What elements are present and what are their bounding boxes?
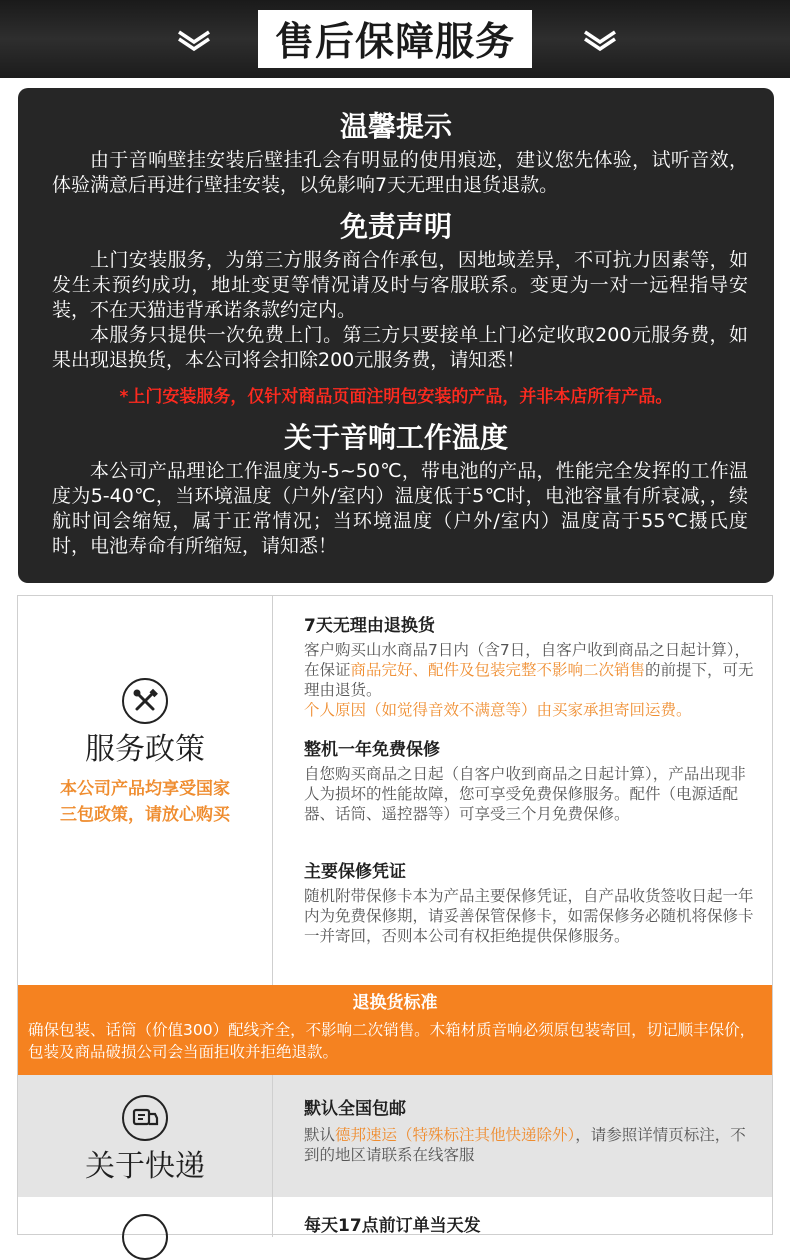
policy-item-warranty [304, 738, 760, 824]
tip-text: 由于音响壁挂安装后壁挂孔会有明显的使用痕迹，建议您先体验，试听音效，体验满意后再进行壁挂安装，以免影响7天无理由退货退款。 [52, 149, 748, 196]
service-policy-cell [18, 678, 272, 828]
exchange-title: 退换货标准 [352, 993, 438, 1013]
header-bar [0, 0, 790, 78]
delivery-cell [18, 1095, 272, 1187]
disclaimer-title: 免责声明 [339, 210, 452, 243]
delivery-row [18, 1075, 772, 1197]
tools-icon [122, 678, 168, 724]
service-policy-note: 本公司产品均享受国家三包政策，请放心购买 [60, 779, 230, 825]
double-chevron-down-icon [582, 28, 618, 52]
column-divider [272, 1197, 273, 1237]
exchange-body: 确保包装、话筒（价值300）配线齐全，不影响二次销售。木箱材质音响必须原包装寄回，切记顺丰保价，包装及商品破损公司会当面拒收并拒绝退款。 [28, 1021, 756, 1061]
policy-item-body: 客户购买山水商品7日内（含7日，自客户收到商品之日起计算），在保证商品完好、配件及包装完整不影响二次销售的前提下，可无理由退货。 个人原因（如觉得音效不满意等）由买家承担寄回运费。 [304, 641, 754, 719]
dispatch-cell [18, 1214, 272, 1260]
temperature-title: 关于音响工作温度 [283, 421, 508, 454]
policy-item-certificate [304, 860, 760, 946]
exchange-standard-banner [18, 985, 772, 1075]
disclaimer-text: 上门安装服务，为第三方服务商合作承包，因地域差异，不可抗力因素等，如发生未预约成功，地址变更等情况请及时与客服联系。变更为一对一远程指导安装，不在天猫违背承诺条款约定内。 [52, 249, 748, 321]
double-chevron-down-icon [176, 28, 212, 52]
disclaimer-text-2: 本服务只提供一次免费上门。第三方只要接单上门必定收取200元服务费，如果出现退换货，本公司将会扣除200元服务费，请知悉！ [52, 324, 748, 371]
policy-item-body: 随机附带保修卡本为产品主要保修凭证，自产品收货签收日起一年内为免费保修期，请妥善保管保修卡，如需保修务必随机将保修卡一并寄回，否则本公司有权拒绝提供保修服务。 [304, 887, 754, 945]
policy-item-title: 整机一年免费保修 [304, 740, 440, 760]
delivery-info [304, 1097, 760, 1165]
delivery-truck-icon [122, 1095, 168, 1141]
notice-panel [18, 88, 774, 583]
delivery-label: 关于快递 [85, 1149, 205, 1184]
service-table [17, 595, 773, 1235]
policy-item-title: 主要保修凭证 [304, 862, 406, 882]
service-policy-label: 服务政策 [85, 732, 205, 767]
dispatch-title: 每天17点前订单当天发 [304, 1216, 481, 1236]
page-title: 售后保障服务 [258, 10, 532, 68]
policy-item-title: 7天无理由退换货 [304, 616, 435, 636]
policy-item-return [304, 614, 760, 720]
return-shipping-note: 个人原因（如觉得音效不满意等）由买家承担寄回运费。 [304, 701, 692, 719]
temperature-text: 本公司产品理论工作温度为-5~50℃，带电池的产品，性能完全发挥的工作温度为5-40℃，当环境温度（户外/室内）温度低于5℃时，电池容量有所衰减，，续航时间会缩短，属于正常情况；当环境温度（户外/室内）温度高于55℃摄氏度时，电池寿命有所缩短，请知悉！ [52, 460, 748, 557]
dispatch-info [304, 1214, 760, 1238]
clock-icon [122, 1214, 168, 1260]
highlight-text: 商品完好、配件及包装完整不影响二次销售 [350, 661, 646, 679]
column-divider [272, 596, 273, 985]
policy-item-body: 自您购买商品之日起（自客户收到商品之日起计算），产品出现非人为损坏的性能故障，您可享受免费保修服务。配件（电源适配器、话筒、遥控器等）可享受三个月免费保修。 [304, 765, 746, 823]
delivery-body: 默认德邦速运（特殊标注其他快递除外），请参照详情页标注，不到的地区请联系在线客服 [304, 1126, 746, 1164]
column-divider [272, 1075, 273, 1197]
install-warning: *上门安装服务，仅针对商品页面注明包安装的产品，并非本店所有产品。 [119, 387, 673, 407]
delivery-title: 默认全国包邮 [304, 1099, 406, 1119]
courier-highlight: 德邦速运（特殊标注其他快递除外） [335, 1126, 576, 1144]
tip-title: 温馨提示 [339, 110, 452, 143]
